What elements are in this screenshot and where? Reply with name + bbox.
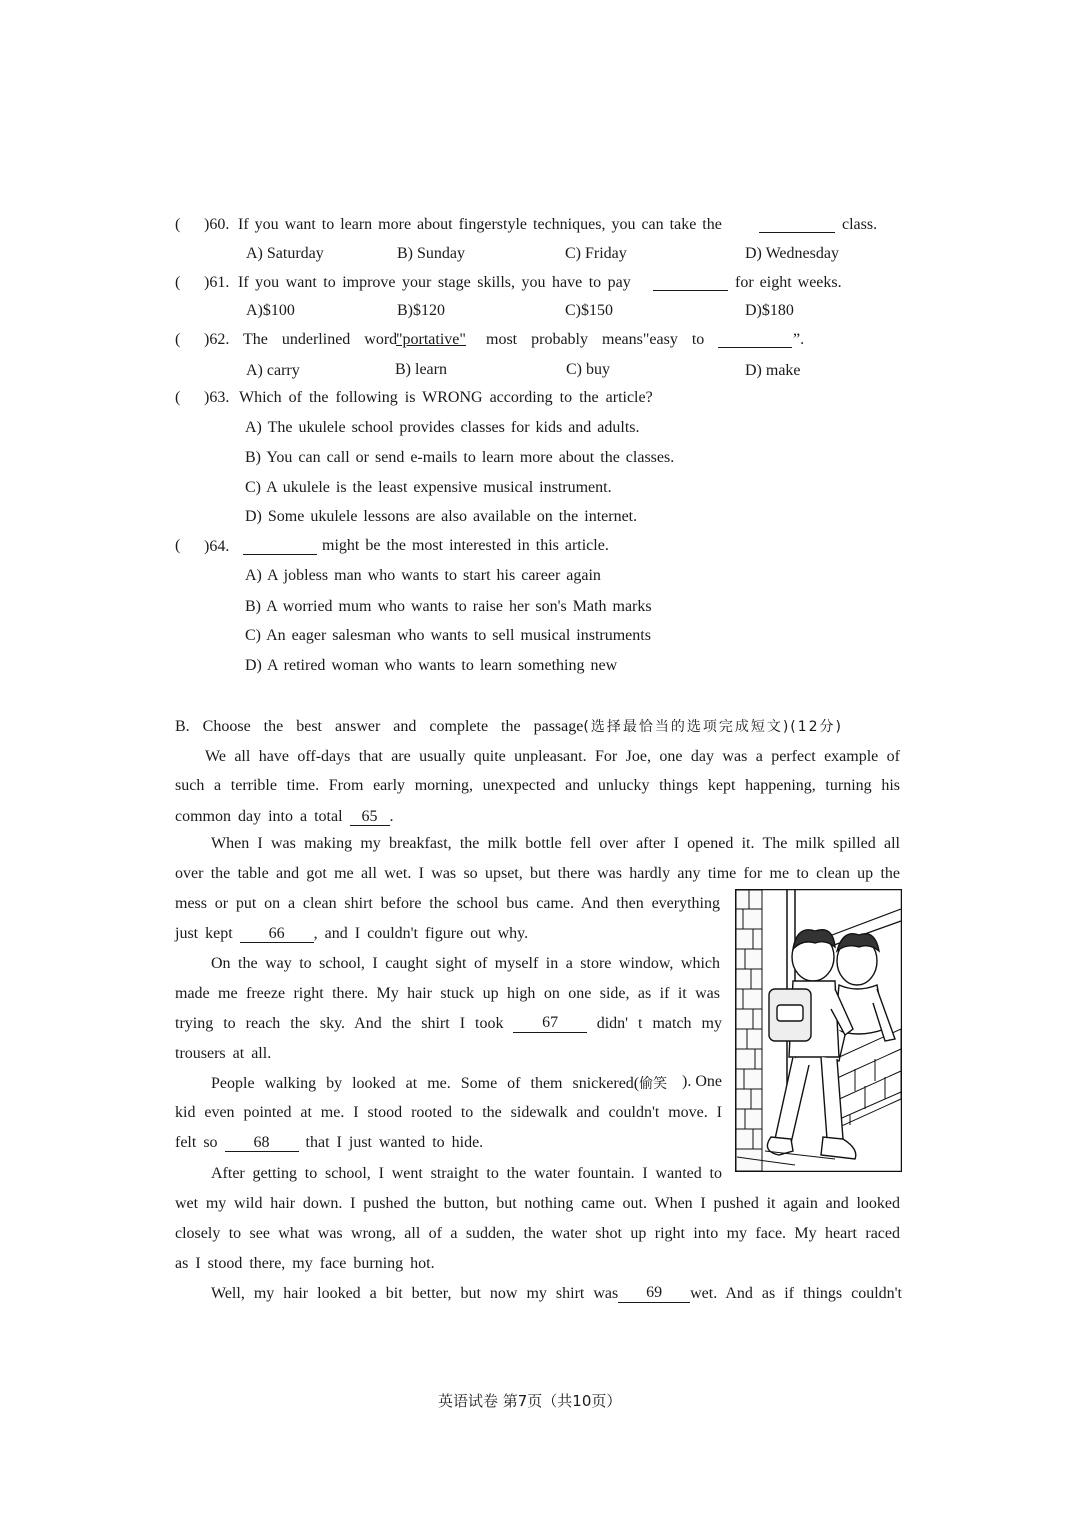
answer-blank: [718, 333, 792, 348]
option-d: D) Wednesday: [745, 245, 839, 262]
passage-text: wet. And as if things couldn't: [690, 1285, 902, 1302]
option-c: C) buy: [566, 361, 610, 378]
passage-line: [175, 925, 528, 943]
passage-text: common day into a total: [175, 808, 343, 825]
passage-text: People walking by looked at me. Some of them snickered(: [211, 1075, 640, 1092]
question-stem: Which of the following is WRONG according to the article?: [239, 389, 653, 406]
gloss-cn: 偷笑: [639, 1076, 668, 1092]
passage-line: [211, 1285, 902, 1303]
answer-paren: (: [175, 537, 181, 554]
question-stem-mid: most probably means"easy to: [486, 331, 705, 348]
question-stem-end: class.: [842, 216, 878, 233]
passage-line: made me freeze right there. My hair stuck up high on one side, as if it was: [175, 985, 720, 1002]
option-a: A) The ukulele school provides classes for kids and adults.: [245, 419, 640, 436]
option-c: C) A ukulele is the least expensive musical instrument.: [245, 479, 612, 496]
section-heading-cn: (选择最恰当的选项完成短文)(12分): [583, 719, 844, 735]
question-stem-end: for eight weeks.: [735, 274, 842, 291]
passage-line: trousers at all.: [175, 1045, 272, 1062]
question-number: )61.: [204, 274, 230, 291]
option-a: A) Saturday: [246, 245, 324, 262]
passage-line: [211, 1073, 722, 1093]
option-d: D)$180: [745, 302, 794, 319]
passage-line: [175, 808, 394, 826]
option-b: B) learn: [395, 361, 447, 378]
question-number: )64.: [204, 538, 230, 555]
passage-text: [211, 1073, 667, 1093]
option-b: B) Sunday: [397, 245, 465, 262]
option-a: A) carry: [246, 362, 300, 379]
passage-text: that I just wanted to hide.: [305, 1134, 484, 1151]
passage-line: as I stood there, my face burning hot.: [175, 1255, 435, 1272]
passage-text: .: [389, 808, 394, 825]
passage-line: [175, 1015, 722, 1033]
answer-blank: [759, 218, 835, 233]
blank-67: 67: [513, 1015, 587, 1033]
passage-line: kid even pointed at me. I stood rooted to the sidewalk and couldn't move. I: [175, 1104, 722, 1121]
question-stem: If you want to learn more about fingerstyle techniques, you can take the: [238, 216, 722, 233]
option-b: B) You can call or send e-mails to learn more about the classes.: [245, 449, 675, 466]
option-d: D) make: [745, 362, 801, 379]
option-a: A)$100: [246, 302, 295, 319]
passage-line: When I was making my breakfast, the milk bottle fell over after I opened it. The milk spilled all: [211, 835, 900, 852]
option-c: C) An eager salesman who wants to sell musical instruments: [245, 627, 651, 644]
option-a: A) A jobless man who wants to start his career again: [245, 567, 601, 584]
option-b: B)$120: [397, 302, 445, 319]
passage-line: closely to see what was wrong, all of a sudden, the water shot up right into my face. My heart raced: [175, 1225, 900, 1242]
question-stem: might be the most interested in this article.: [322, 537, 609, 554]
passage-illustration: [735, 889, 902, 1172]
passage-line: [175, 1134, 483, 1152]
answer-paren: (: [175, 389, 181, 406]
option-d: D) A retired woman who wants to learn something new: [245, 657, 618, 674]
question-number: )60.: [204, 216, 230, 233]
passage-line: mess or put on a clean shirt before the school bus came. And then everything: [175, 895, 720, 912]
passage-line: wet my wild hair down. I pushed the button, but nothing came out. When I pushed it again and looked: [175, 1195, 900, 1212]
section-heading-en: B. Choose the best answer and complete the passage: [175, 718, 584, 735]
answer-paren: (: [175, 216, 181, 233]
passage-text: just kept: [175, 925, 233, 942]
passage-line: After getting to school, I went straight to the water fountain. I wanted to: [211, 1165, 722, 1182]
option-c: C) Friday: [565, 245, 627, 262]
page-footer: 英语试卷 第7页（共10页）: [438, 1392, 622, 1410]
question-number: )62.: [204, 331, 230, 348]
answer-paren: (: [175, 331, 181, 348]
passage-text: , and I couldn't figure out why.: [313, 925, 529, 942]
passage-line: We all have off-days that are usually quite unpleasant. For Joe, one day was a perfect example of: [205, 748, 900, 765]
answer-blank: [243, 540, 317, 555]
boys-walking-illustration: [735, 889, 902, 1172]
answer-blank: [653, 276, 728, 291]
question-stem-end: ”.: [793, 331, 805, 348]
question-stem: If you want to improve your stage skills, you have to pay: [238, 274, 631, 291]
option-c: C)$150: [565, 302, 613, 319]
blank-66: 66: [240, 926, 314, 943]
underlined-word: "portative": [396, 331, 466, 348]
passage-line: over the table and got me all wet. I was so upset, but there was hardly any time for me to clean up the: [175, 865, 900, 882]
passage-line: On the way to school, I caught sight of myself in a store window, which: [211, 955, 720, 972]
passage-text: felt so: [175, 1134, 218, 1151]
option-d: D) Some ukulele lessons are also available on the internet.: [245, 508, 638, 525]
passage-text: ). One: [682, 1073, 722, 1090]
blank-65: 65: [350, 809, 390, 826]
question-stem: The underlined word: [243, 331, 398, 348]
passage-text: trying to reach the sky. And the shirt I took: [175, 1015, 504, 1032]
option-b: B) A worried mum who wants to raise her son's Math marks: [245, 598, 652, 615]
passage-line: such a terrible time. From early morning, unexpected and unlucky things kept happening, turning his: [175, 777, 900, 794]
blank-68: 68: [225, 1135, 299, 1152]
answer-paren: (: [175, 274, 181, 291]
question-number: )63.: [204, 389, 230, 406]
section-b-heading: [175, 716, 843, 736]
blank-69: 69: [618, 1285, 690, 1303]
passage-text: didn' t match my: [596, 1015, 722, 1032]
passage-text: Well, my hair looked a bit better, but now my shirt was: [211, 1285, 619, 1302]
